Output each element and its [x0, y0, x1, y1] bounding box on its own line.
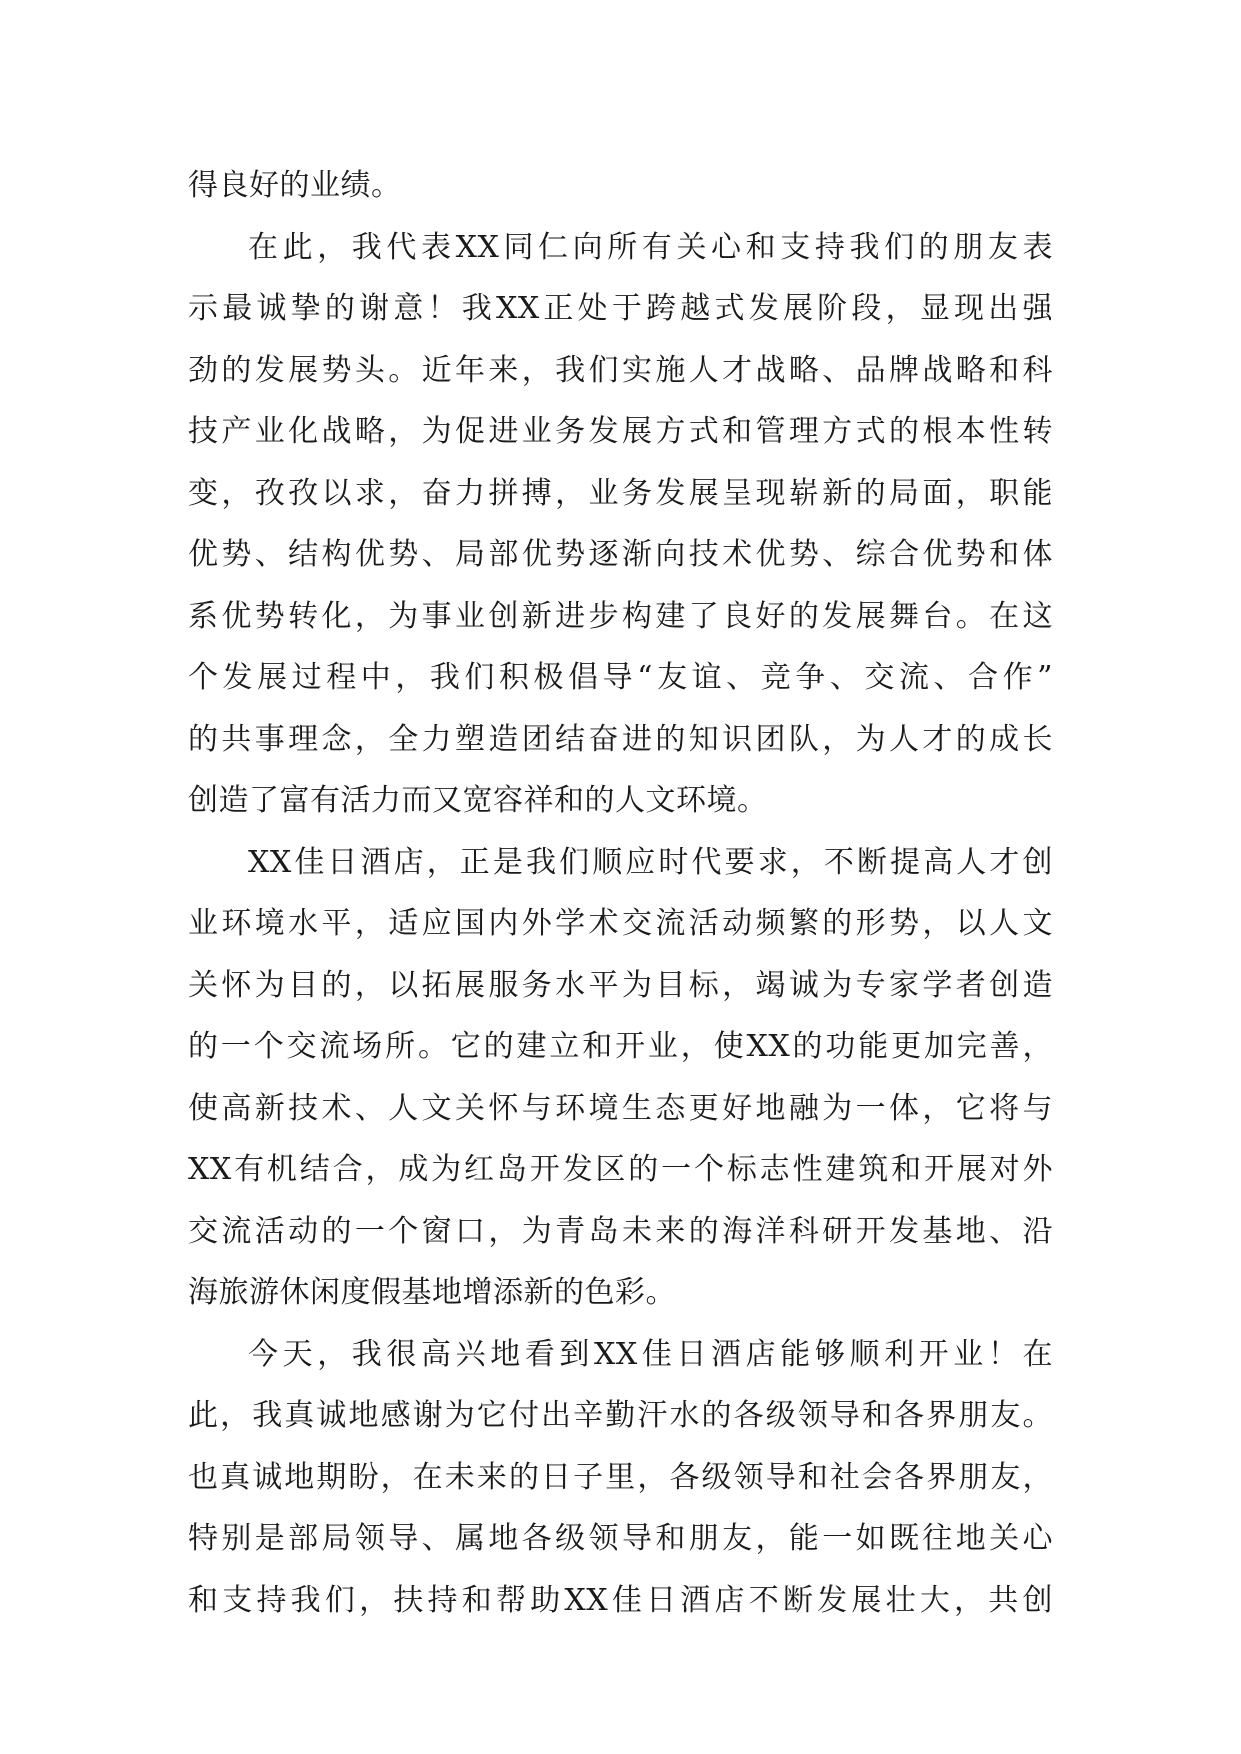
paragraph-line: XX有机结合，成为红岛开发区的一个标志性建筑和开展对外 — [188, 1152, 1053, 1187]
paragraph-line: 在此，我代表XX同仁向所有关心和支持我们的朋友表 — [248, 229, 1053, 265]
paragraph-line: 和支持我们，扶持和帮助XX佳日酒店不断发展壮大，共创 — [188, 1582, 1053, 1618]
paragraph-line: 技产业化战略，为促进业务发展方式和管理方式的根本性转 — [188, 414, 1053, 449]
paragraph-line: 业环境水平，适应国内外学术交流活动频繁的形势，以人文 — [188, 906, 1053, 941]
paragraph-line: 此，我真诚地感谢为它付出辛勤汗水的各级领导和各界朋友。 — [188, 1398, 1053, 1433]
paragraph-line: 劲的发展势头。近年来，我们实施人才战略、品牌战略和科 — [188, 352, 1053, 388]
paragraph-line: 关怀为目的，以拓展服务水平为目标，竭诚为专家学者创造 — [188, 967, 1053, 1003]
paragraph-line: 今天，我很高兴地看到XX佳日酒店能够顺利开业！在 — [248, 1336, 1053, 1372]
paragraph-line: 变，孜孜以求，奋力拼搏，业务发展呈现崭新的局面，职能 — [188, 475, 1053, 511]
paragraph-line: 的一个交流场所。它的建立和开业，使XX的功能更加完善， — [188, 1029, 1053, 1064]
paragraph-line: 得良好的业绩。 — [188, 168, 402, 203]
paragraph-line: 示最诚挚的谢意！我XX正处于跨越式发展阶段，显现出强 — [188, 291, 1053, 326]
paragraph-line: 交流活动的一个窗口，为青岛未来的海洋科研开发基地、沿 — [188, 1213, 1053, 1249]
paragraph-line: 优势、结构优势、局部优势逐渐向技术优势、综合优势和体 — [188, 537, 1053, 572]
paragraph-line: 系优势转化，为事业创新进步构建了良好的发展舞台。在这 — [188, 598, 1053, 634]
paragraph-line: 创造了富有活力而又宽容祥和的人文环境。 — [188, 783, 768, 818]
paragraph-line: 海旅游休闲度假基地增添新的色彩。 — [188, 1275, 676, 1310]
paragraph-line: 也真诚地期盼，在未来的日子里，各级领导和社会各界朋友， — [188, 1459, 1053, 1495]
paragraph-line: 使高新技术、人文关怀与环境生态更好地融为一体，它将与 — [188, 1090, 1053, 1126]
document-body — [188, 155, 1053, 1631]
paragraph-line: XX佳日酒店，正是我们顺应时代要求，不断提高人才创 — [248, 844, 1053, 880]
paragraph-line: 个发展过程中，我们积极倡导“友谊、竞争、交流、合作” — [188, 660, 1053, 695]
paragraph-line: 的共事理念，全力塑造团结奋进的知识团队，为人才的成长 — [188, 721, 1053, 757]
paragraph-line: 特别是部局领导、属地各级领导和朋友，能一如既往地关心 — [188, 1521, 1053, 1556]
